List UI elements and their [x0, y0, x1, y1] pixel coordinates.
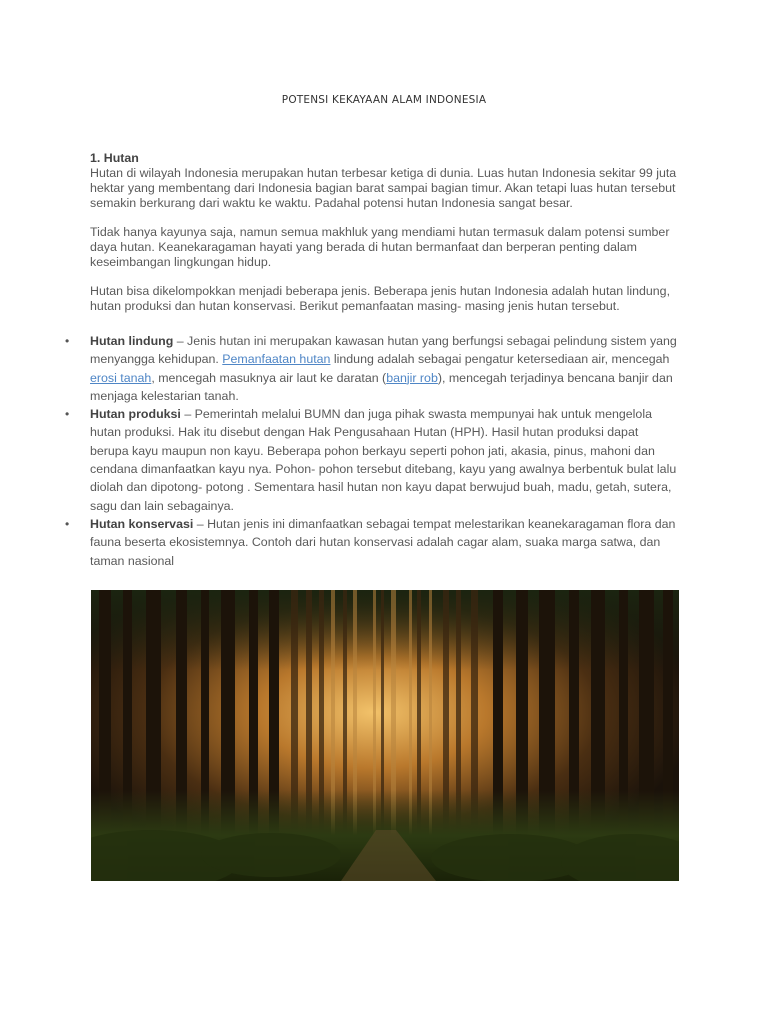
item-text: – Hutan jenis ini dimanfaatkan sebagai tempat melestarikan keanekaragaman flora dan fauna beserta ekosistemnya. Contoh dari hutan konservasi adalah cagar alam, suaka marga satwa, dan taman nasional [90, 516, 676, 568]
bullet-marker: • [65, 407, 70, 422]
forest-photo [91, 590, 679, 881]
link-erosi-tanah[interactable]: erosi tanah [90, 370, 152, 385]
section-heading: 1. Hutan [90, 151, 139, 165]
intro-paragraph: Hutan di wilayah Indonesia merupakan hutan terbesar ketiga di dunia. Luas hutan Indonesia sekitar 99 juta hektar yang membentang dari Indonesia bagian barat sampai bagian timur. Akan tetapi luas hutan tersebut semakin berkurang dari waktu ke waktu. Padahal potensi hutan Indonesia sangat besar. [90, 166, 677, 210]
list-item-hutan-konservasi [0, 515, 680, 570]
link-banjir-rob[interactable]: banjir rob [386, 370, 438, 385]
list-item-hutan-produksi [0, 405, 680, 515]
item-text: , mencegah masuknya air laut ke daratan ( [151, 370, 387, 385]
item-text: – Jenis hutan ini merupakan kawasan hutan yang berfungsi sebagai pelindung sistem yang menyangga kehidupan. [90, 334, 677, 367]
item-text: lindung adalah sebagai pengatur ketersediaan air, mencegah [330, 352, 670, 367]
list-item-hutan-lindung [0, 332, 680, 405]
section-hutan [90, 151, 690, 211]
paragraph-types [90, 284, 690, 314]
item-text: ), mencegah terjadinya bencana banjir dan menjaga kelestarian tanah. [90, 370, 673, 403]
paragraph-text: Tidak hanya kayunya saja, namun semua makhluk yang mendiami hutan termasuk dalam potensi sumber daya hutan. Keanekaragaman hayati yang berada di hutan bermanfaat dan berperan penting dalam keseimbangan lingkungan hidup. [90, 225, 670, 269]
forest-types-list [0, 332, 768, 570]
paragraph-species [90, 225, 690, 270]
item-text: – Pemerintah melalui BUMN dan juga pihak swasta mempunyai hak untuk mengelola hutan produksi. Hak itu disebut dengan Hak Pengusahaan Hutan (HPH). Hasil hutan produksi dapat berupa kayu maupun non kayu. Beberapa pohon berkayu seperti pohon jati, akasia, pinus, mahoni dan cendana dimanfaatkan kayu nya. Pohon- pohon tersebut ditebang, kayu yang awalnya berbentuk bulat lalu diolah dan dipotong- potong . Sementara hasil hutan non kayu dapat berwujud buah, madu, getah, sutera, sagu dan lain sebagainya. [90, 407, 677, 513]
term-hutan-produksi: Hutan produksi [90, 407, 181, 422]
term-hutan-lindung: Hutan lindung [90, 334, 174, 348]
term-hutan-konservasi: Hutan konservasi [90, 516, 194, 531]
link-pemanfaatan-hutan[interactable]: Pemanfaatan hutan [222, 352, 331, 367]
page-title: POTENSI KEKAYAAN ALAM INDONESIA [281, 94, 487, 106]
bullet-marker: • [65, 334, 70, 348]
bullet-marker: • [65, 516, 70, 531]
paragraph-text: Hutan bisa dikelompokkan menjadi beberapa jenis. Beberapa jenis hutan Indonesia adalah hutan lindung, hutan produksi dan hutan konservasi. Berikut pemanfaatan masing- masing jenis hutan tersebut. [90, 284, 671, 313]
